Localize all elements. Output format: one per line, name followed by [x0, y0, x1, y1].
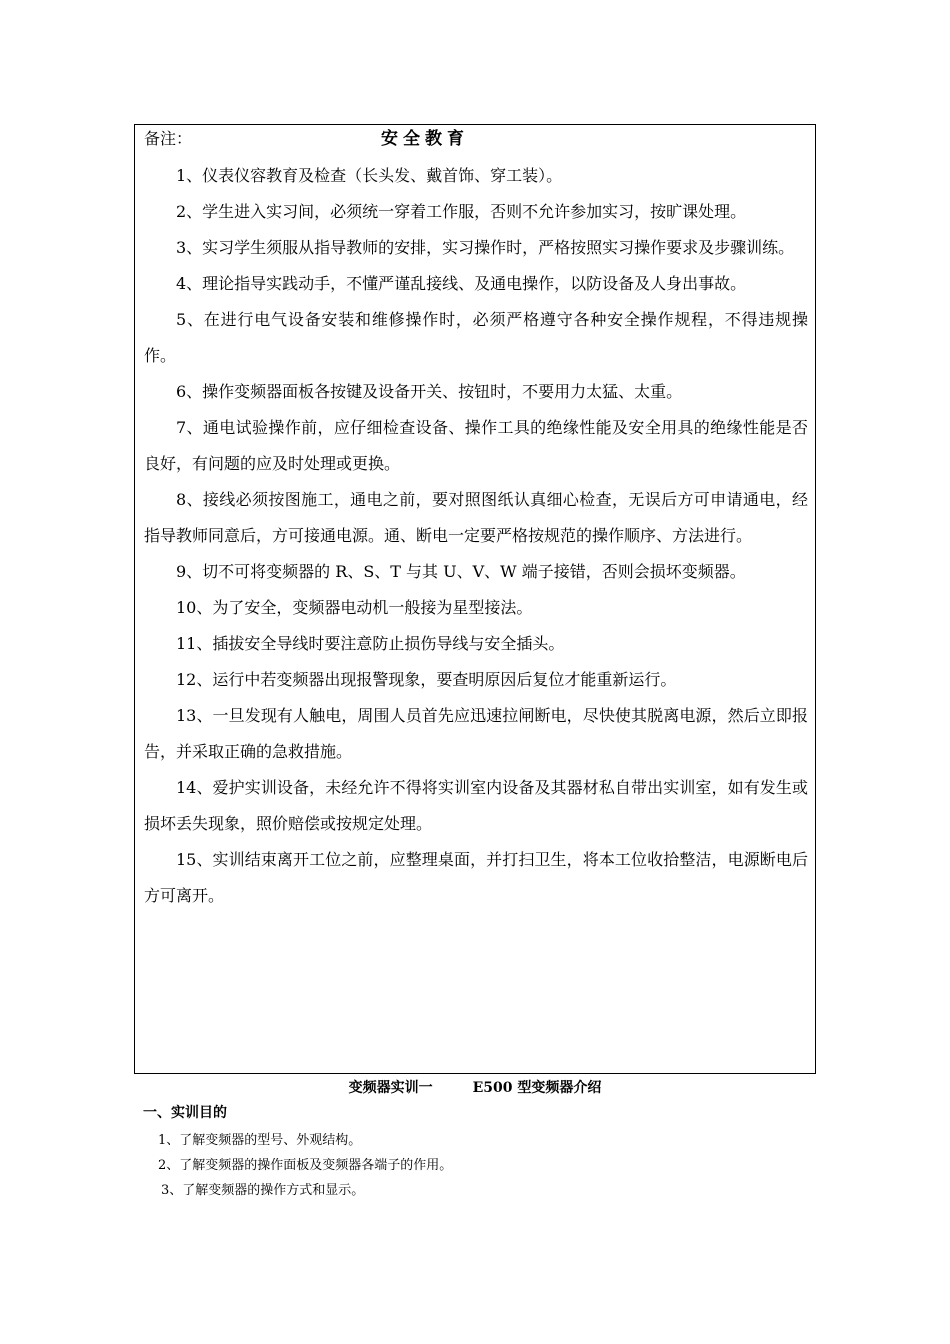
safety-rule: 15、实训结束离开工位之前，应整理桌面，并打扫卫生，将本工位收拾整洁，电源断电后方可离开。 [144, 850, 808, 905]
safety-rule: 3、实习学生须服从指导教师的安排，实习操作时，严格按照实习操作要求及步骤训练。 [176, 238, 795, 257]
objective-item: 1、了解变频器的型号、外观结构。 [158, 1133, 362, 1148]
safety-rule: 14、爱护实训设备，未经允许不得将实训室内设备及其器材私自带出实训室，如有发生或损坏丢失现象，照价赔偿或按规定处理。 [144, 778, 808, 833]
safety-rules-list [144, 158, 808, 914]
objectives-list [158, 1128, 452, 1203]
safety-rule: 8、接线必须按图施工，通电之前，要对照图纸认真细心检查，无误后方可申请通电，经指导教师同意后，方可接通电源。通、断电一定要严格按规范的操作顺序、方法进行。 [144, 490, 808, 545]
safety-rule: 4、理论指导实践动手，不懂严谨乱接线、及通电操作，以防设备及人身出事故。 [176, 274, 747, 293]
section-title-right: E500 型变频器介绍 [472, 1080, 602, 1096]
safety-rule: 11、插拔安全导线时要注意防止损伤导线与安全插头。 [176, 634, 565, 653]
safety-rule: 6、操作变频器面板各按键及设备开关、按钮时，不要用力太猛、太重。 [176, 382, 683, 401]
safety-rule: 10、为了安全，变频器电动机一般接为星型接法。 [176, 598, 533, 617]
safety-rule: 2、学生进入实习间，必须统一穿着工作服，否则不允许参加实习，按旷课处理。 [176, 202, 747, 221]
safety-title: 安全教育 [381, 129, 469, 149]
objective-item: 3、了解变频器的操作方式和显示。 [161, 1183, 365, 1198]
safety-rule: 12、运行中若变频器出现报警现象，要查明原因后复位才能重新运行。 [176, 670, 677, 689]
safety-rule: 9、切不可将变频器的 R、S、T 与其 U、V、W 端子接错，否则会损坏变频器。 [176, 562, 746, 581]
safety-rule: 5、在进行电气设备安装和维修操作时，必须严格遵守各种安全操作规程，不得违规操作。 [144, 310, 808, 365]
notes-label: 备注： [144, 129, 193, 148]
section-title [0, 1078, 950, 1098]
objective-item: 2、了解变频器的操作面板及变频器各端子的作用。 [158, 1158, 453, 1173]
safety-rule: 7、通电试验操作前，应仔细检查设备、操作工具的绝缘性能及安全用具的绝缘性能是否良好，有问题的应及时处理或更换。 [144, 418, 808, 473]
safety-rule: 1、仪表仪容教育及检查（长头发、戴首饰、穿工装）。 [176, 166, 563, 185]
objectives-heading: 一、实训目的 [143, 1105, 227, 1121]
safety-rule: 13、一旦发现有人触电，周围人员首先应迅速拉闸断电，尽快使其脱离电源，然后立即报告，并采取正确的急救措施。 [144, 706, 808, 761]
section-title-left: 变频器实训一 [348, 1080, 433, 1096]
safety-notes-box [134, 124, 816, 1074]
